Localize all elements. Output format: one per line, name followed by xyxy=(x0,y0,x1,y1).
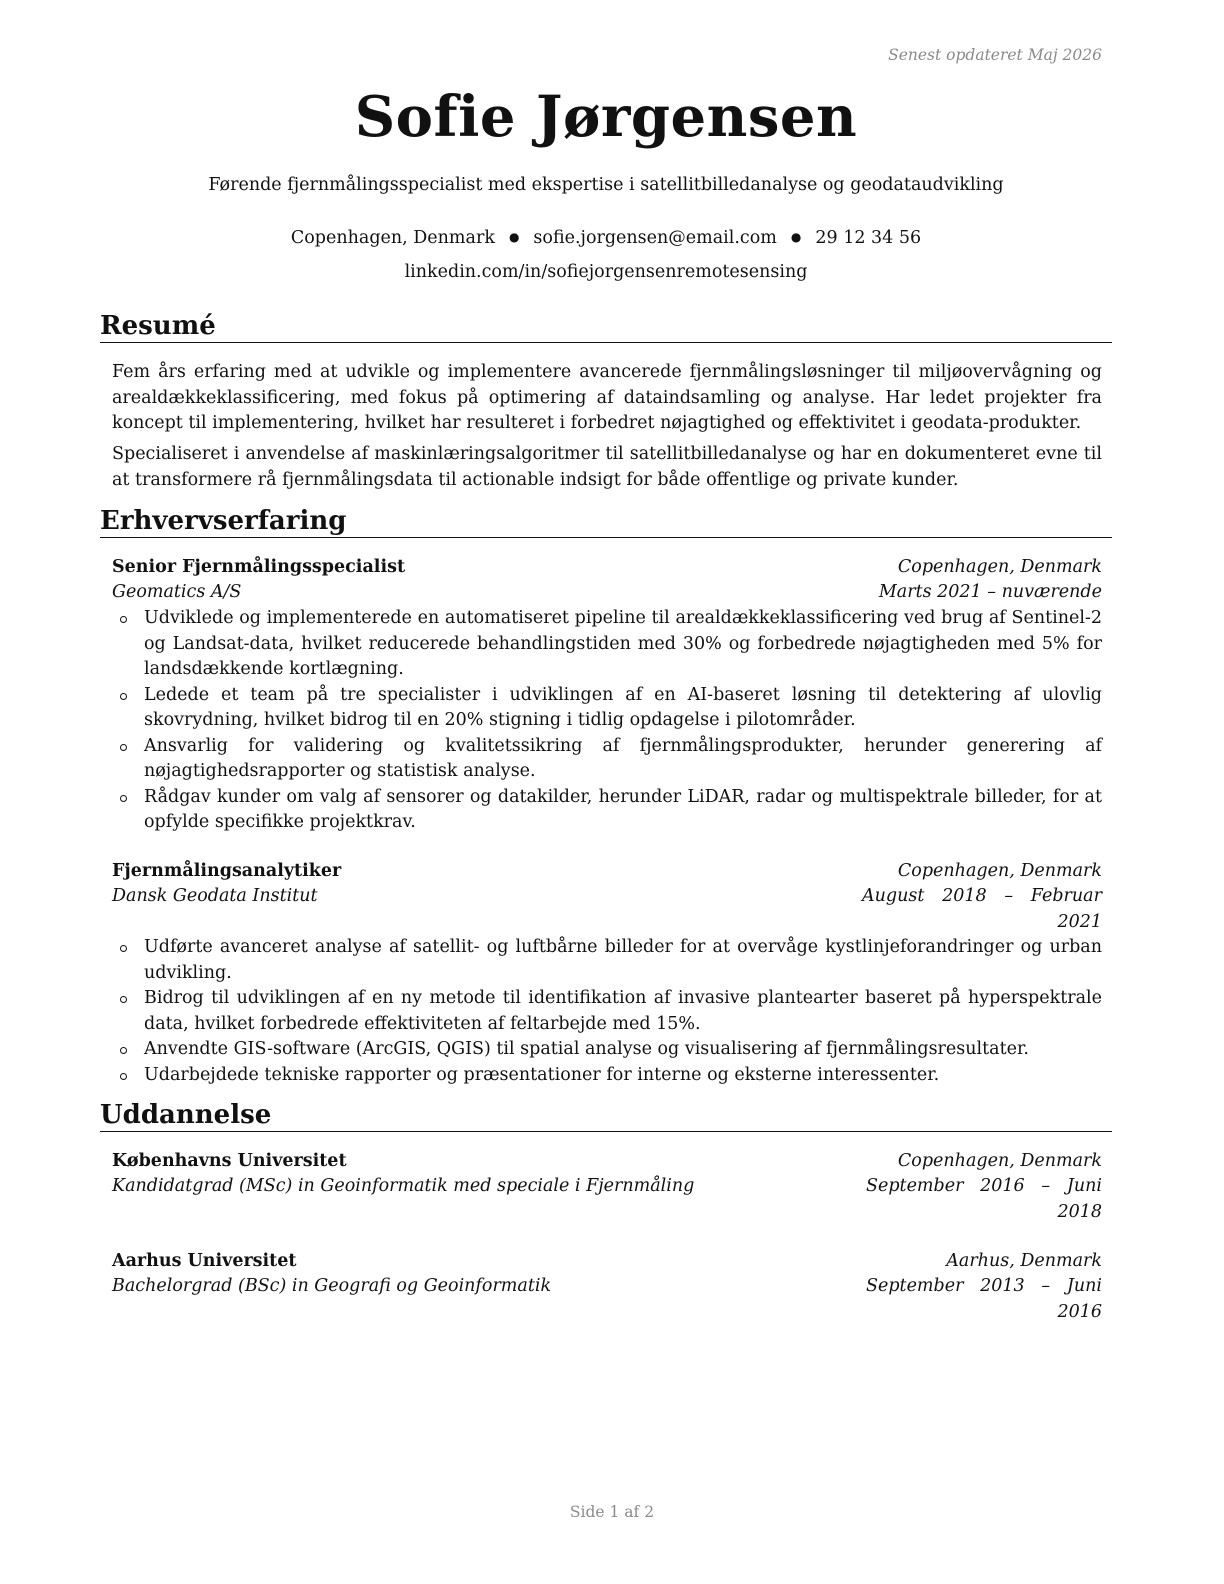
school-dates: September 2016 – Juni 2018 xyxy=(866,1176,1102,1222)
job-bullets xyxy=(112,935,1102,1088)
list-item: Rådgav kunder om valg af sensorer og datakilder, herunder LiDAR, radar og multispektrale billeder, for at opfylde specifikke projektkrav. xyxy=(112,785,1102,836)
job-dates: August 2018 – Februar 2021 xyxy=(862,886,1102,932)
school-degree: Bachelorgrad (BSc) in Geografi og Geoinformatik xyxy=(112,1276,552,1296)
tagline: Førende fjernmålingsspecialist med ekspertise i satellitbilledanalyse og geodataudvikling xyxy=(208,175,1004,195)
summary-paragraph: Specialiseret i anvendelse af maskinlæringsalgoritmer til satellitbilledanalyse og har en dokumenteret evne til at transformere rå fjernmålingsdata til actionable indsigt for både offentlige og private kunder. xyxy=(112,444,1102,490)
school-dates: September 2013 – Juni 2016 xyxy=(866,1276,1102,1322)
section-title-experience: Erhvervserfaring xyxy=(100,507,1112,538)
linkedin-link[interactable]: linkedin.com/in/sofiejorgensenremotesensing xyxy=(404,262,808,282)
school-name: Københavns Universitet xyxy=(112,1151,347,1171)
list-item: Bidrog til udviklingen af en ny metode til identifikation af invasive plantearter baseret på hyperspektrale data, hvilket forbedrede effektiviteten af feltarbejde med 15%. xyxy=(112,986,1102,1037)
last-updated: Senest opdateret Maj 2026 xyxy=(888,46,1102,64)
list-item: Ansvarlig for validering og kvalitetssikring af fjernmålingsprodukter, herunder generering af nøjagtighedsrapporter og statistisk analyse. xyxy=(112,734,1102,785)
circle-bullet-icon xyxy=(120,1047,127,1054)
list-item: Anvendte GIS-software (ArcGIS, QGIS) til spatial analyse og visualisering af fjernmålingsresultater. xyxy=(112,1037,1102,1063)
school-location: Aarhus, Denmark xyxy=(946,1251,1102,1271)
school-header xyxy=(112,1249,1102,1275)
circle-bullet-icon xyxy=(120,996,127,1003)
resume-page xyxy=(100,0,1112,1584)
section-title-summary: Resumé xyxy=(100,312,1112,343)
job-location: Copenhagen, Denmark xyxy=(897,557,1102,577)
candidate-name: Sofie Jørgensen xyxy=(354,84,858,150)
circle-bullet-icon xyxy=(120,616,127,623)
job-company: Dansk Geodata Institut xyxy=(112,886,318,906)
page-number: Side 1 af 2 xyxy=(569,1503,655,1521)
job-subheader xyxy=(112,884,1102,935)
circle-bullet-icon xyxy=(120,744,127,751)
contact-email[interactable]: sofie.jorgensen@email.com xyxy=(533,228,777,248)
list-item: Udførte avanceret analyse af satellit- og luftbårne billeder for at overvåge kystlinjeforandringer og urban udvikling. xyxy=(112,935,1102,986)
contact-line xyxy=(100,228,1112,248)
job-header xyxy=(112,859,1102,885)
section-title-education: Uddannelse xyxy=(100,1101,1112,1132)
job-role: Fjernmålingsanalytiker xyxy=(112,861,342,881)
circle-bullet-icon xyxy=(120,693,127,700)
circle-bullet-icon xyxy=(120,795,127,802)
job-dates: Marts 2021 – nuværende xyxy=(878,582,1102,602)
school-header xyxy=(112,1149,1102,1175)
job-company: Geomatics A/S xyxy=(112,582,242,602)
contact-location: Copenhagen, Denmark xyxy=(290,228,495,248)
list-item: Udarbejdede tekniske rapporter og præsentationer for interne og eksterne interessenter. xyxy=(112,1063,1102,1089)
summary-paragraph: Fem års erfaring med at udvikle og implementere avancerede fjernmålingsløsninger til miljøovervågning og arealdækkeklassificering, med fokus på optimering af dataindsamling og analyse. Har ledet projekter fra koncept til implementering, hvilket har resulteret i forbedret nøjagtighed og effektivitet i geodata-produkter. xyxy=(112,362,1102,433)
bullet-separator-icon: ● xyxy=(508,230,520,244)
circle-bullet-icon xyxy=(120,1073,127,1080)
school-location: Copenhagen, Denmark xyxy=(897,1151,1102,1171)
job-location: Copenhagen, Denmark xyxy=(897,861,1102,881)
job-subheader xyxy=(112,580,1102,606)
job-role: Senior Fjernmålingsspecialist xyxy=(112,557,406,577)
school-subheader xyxy=(112,1274,1102,1325)
school-subheader xyxy=(112,1174,1102,1225)
job-header xyxy=(112,555,1102,581)
circle-bullet-icon xyxy=(120,945,127,952)
list-item: Udviklede og implementerede en automatiseret pipeline til arealdækkeklassificering ved brug af Sentinel-2 og Landsat-data, hvilket reducerede behandlingstiden med 30% og forbedrede nøjagtigheden med 5% for landsdækkende kortlægning. xyxy=(112,606,1102,683)
bullet-separator-icon: ● xyxy=(790,230,802,244)
list-item: Ledede et team på tre specialister i udviklingen af en AI-baseret løsning til detektering af ulovlig skovrydning, hvilket bidrog til en 20% stigning i tidlig opdagelse i pilotområder. xyxy=(112,683,1102,734)
contact-phone: 29 12 34 56 xyxy=(815,228,922,248)
school-degree: Kandidatgrad (MSc) in Geoinformatik med speciale i Fjernmåling xyxy=(112,1176,695,1196)
school-name: Aarhus Universitet xyxy=(112,1251,297,1271)
job-bullets xyxy=(112,606,1102,836)
